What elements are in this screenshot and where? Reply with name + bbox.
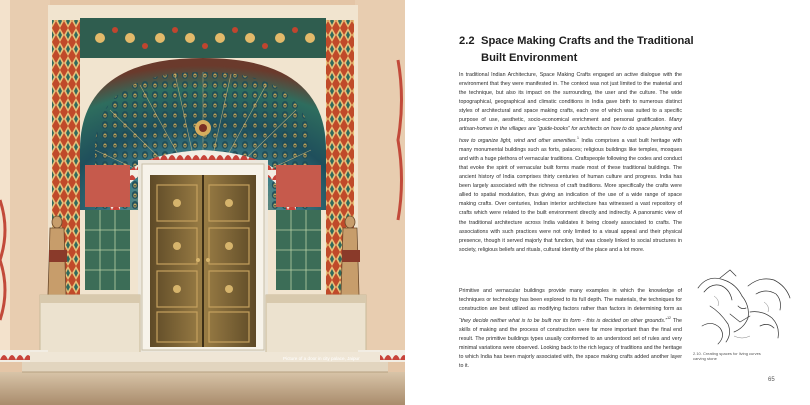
section-number: 2.2 <box>459 35 475 47</box>
section-title-line2: Built Environment <box>481 52 578 64</box>
carving-sketch-illustration <box>690 266 795 348</box>
section-heading <box>459 33 759 67</box>
sketch-caption: 2.10. Creating spaces for living curves carving stone <box>693 351 761 361</box>
body-paragraph-2 <box>459 287 682 371</box>
paragraph1-text-a: In traditional Indian Architecture, Space Making Crafts engaged an active dialogue with the environment that they were manifested in. The context was not just limited to the material and the technique, but also its impact on the surrounding, the user and the culture. The wide topographical, geographical and climatic conditions in India gave birth to numerous distinct styles of architectural and space making crafts, each one of which was suited to a specific purpose of use, aesthetic, socio-economical enrichment and personal gratification. <box>459 72 682 124</box>
page-number: 65 <box>768 377 775 383</box>
paragraph1-quote: Many artisan-homes in the villages are “guide-books” for architects on how to do space planning and how to organize light, wind and other amenities. <box>459 117 682 145</box>
footnote-marker-1: 1 <box>577 136 579 141</box>
paragraph2-quote: “they decide neither what is to be built nor its form - this is decided on other grounds.” <box>459 317 668 324</box>
paragraph2-text-a: Primitive and vernacular buildings provide many examples in which the knowledge of techniques or technology has been explored to its full depth. The materials, the techniques for construction are best utilized as modifying factors rather than factors in determining form as <box>459 288 682 313</box>
paragraph1-text-b: India comprises a vast built heritage with many monumental buildings such as forts, palaces; religious buildings like temples, mosques and with a huge plethora of vernacular traditions. Craftspeople following the codes and conduct that evoke the spirit of vernacular built forms made most of these traditional buildings. The ancient history of India comprises thirty centuries of human culture and progress. India has been largely associated with the richness of craft traditions. More specifically the crafts were allied to spatial modulation, thus giving an indication of the use of a wide range of space making crafts. Over centuries, Indian interior architecture has witnessed a vast repository of crafts which were related to the built environment directly and indirectly. A panoramic view of the traditional architecture across India validates it being closely associated to crafts. The associations with such practices were not only limited to a visual appeal and their physical presence, though it served majorly that function, but was closely linked to social structures in society, religious beliefs and rituals, cultural identity of the place and a lot more. <box>459 138 682 253</box>
section-title-line1: Space Making Crafts and the Traditional <box>481 35 694 47</box>
footnote-marker-12: 12 <box>667 316 671 321</box>
body-paragraph-1 <box>459 71 682 255</box>
photo-caption: Picture of a door in city palace, Jaipur <box>283 356 360 361</box>
paragraph2-text-b: The skills of making and the process of construction were far more important than the final end result. The primitive buildings types usually conformed to an understood set of rules and very minimal variations were observed. Looking back to the rich legacy of traditions and the heritage to which India has been majorly associated with, the space making crafts added another layer to it. <box>459 317 682 370</box>
